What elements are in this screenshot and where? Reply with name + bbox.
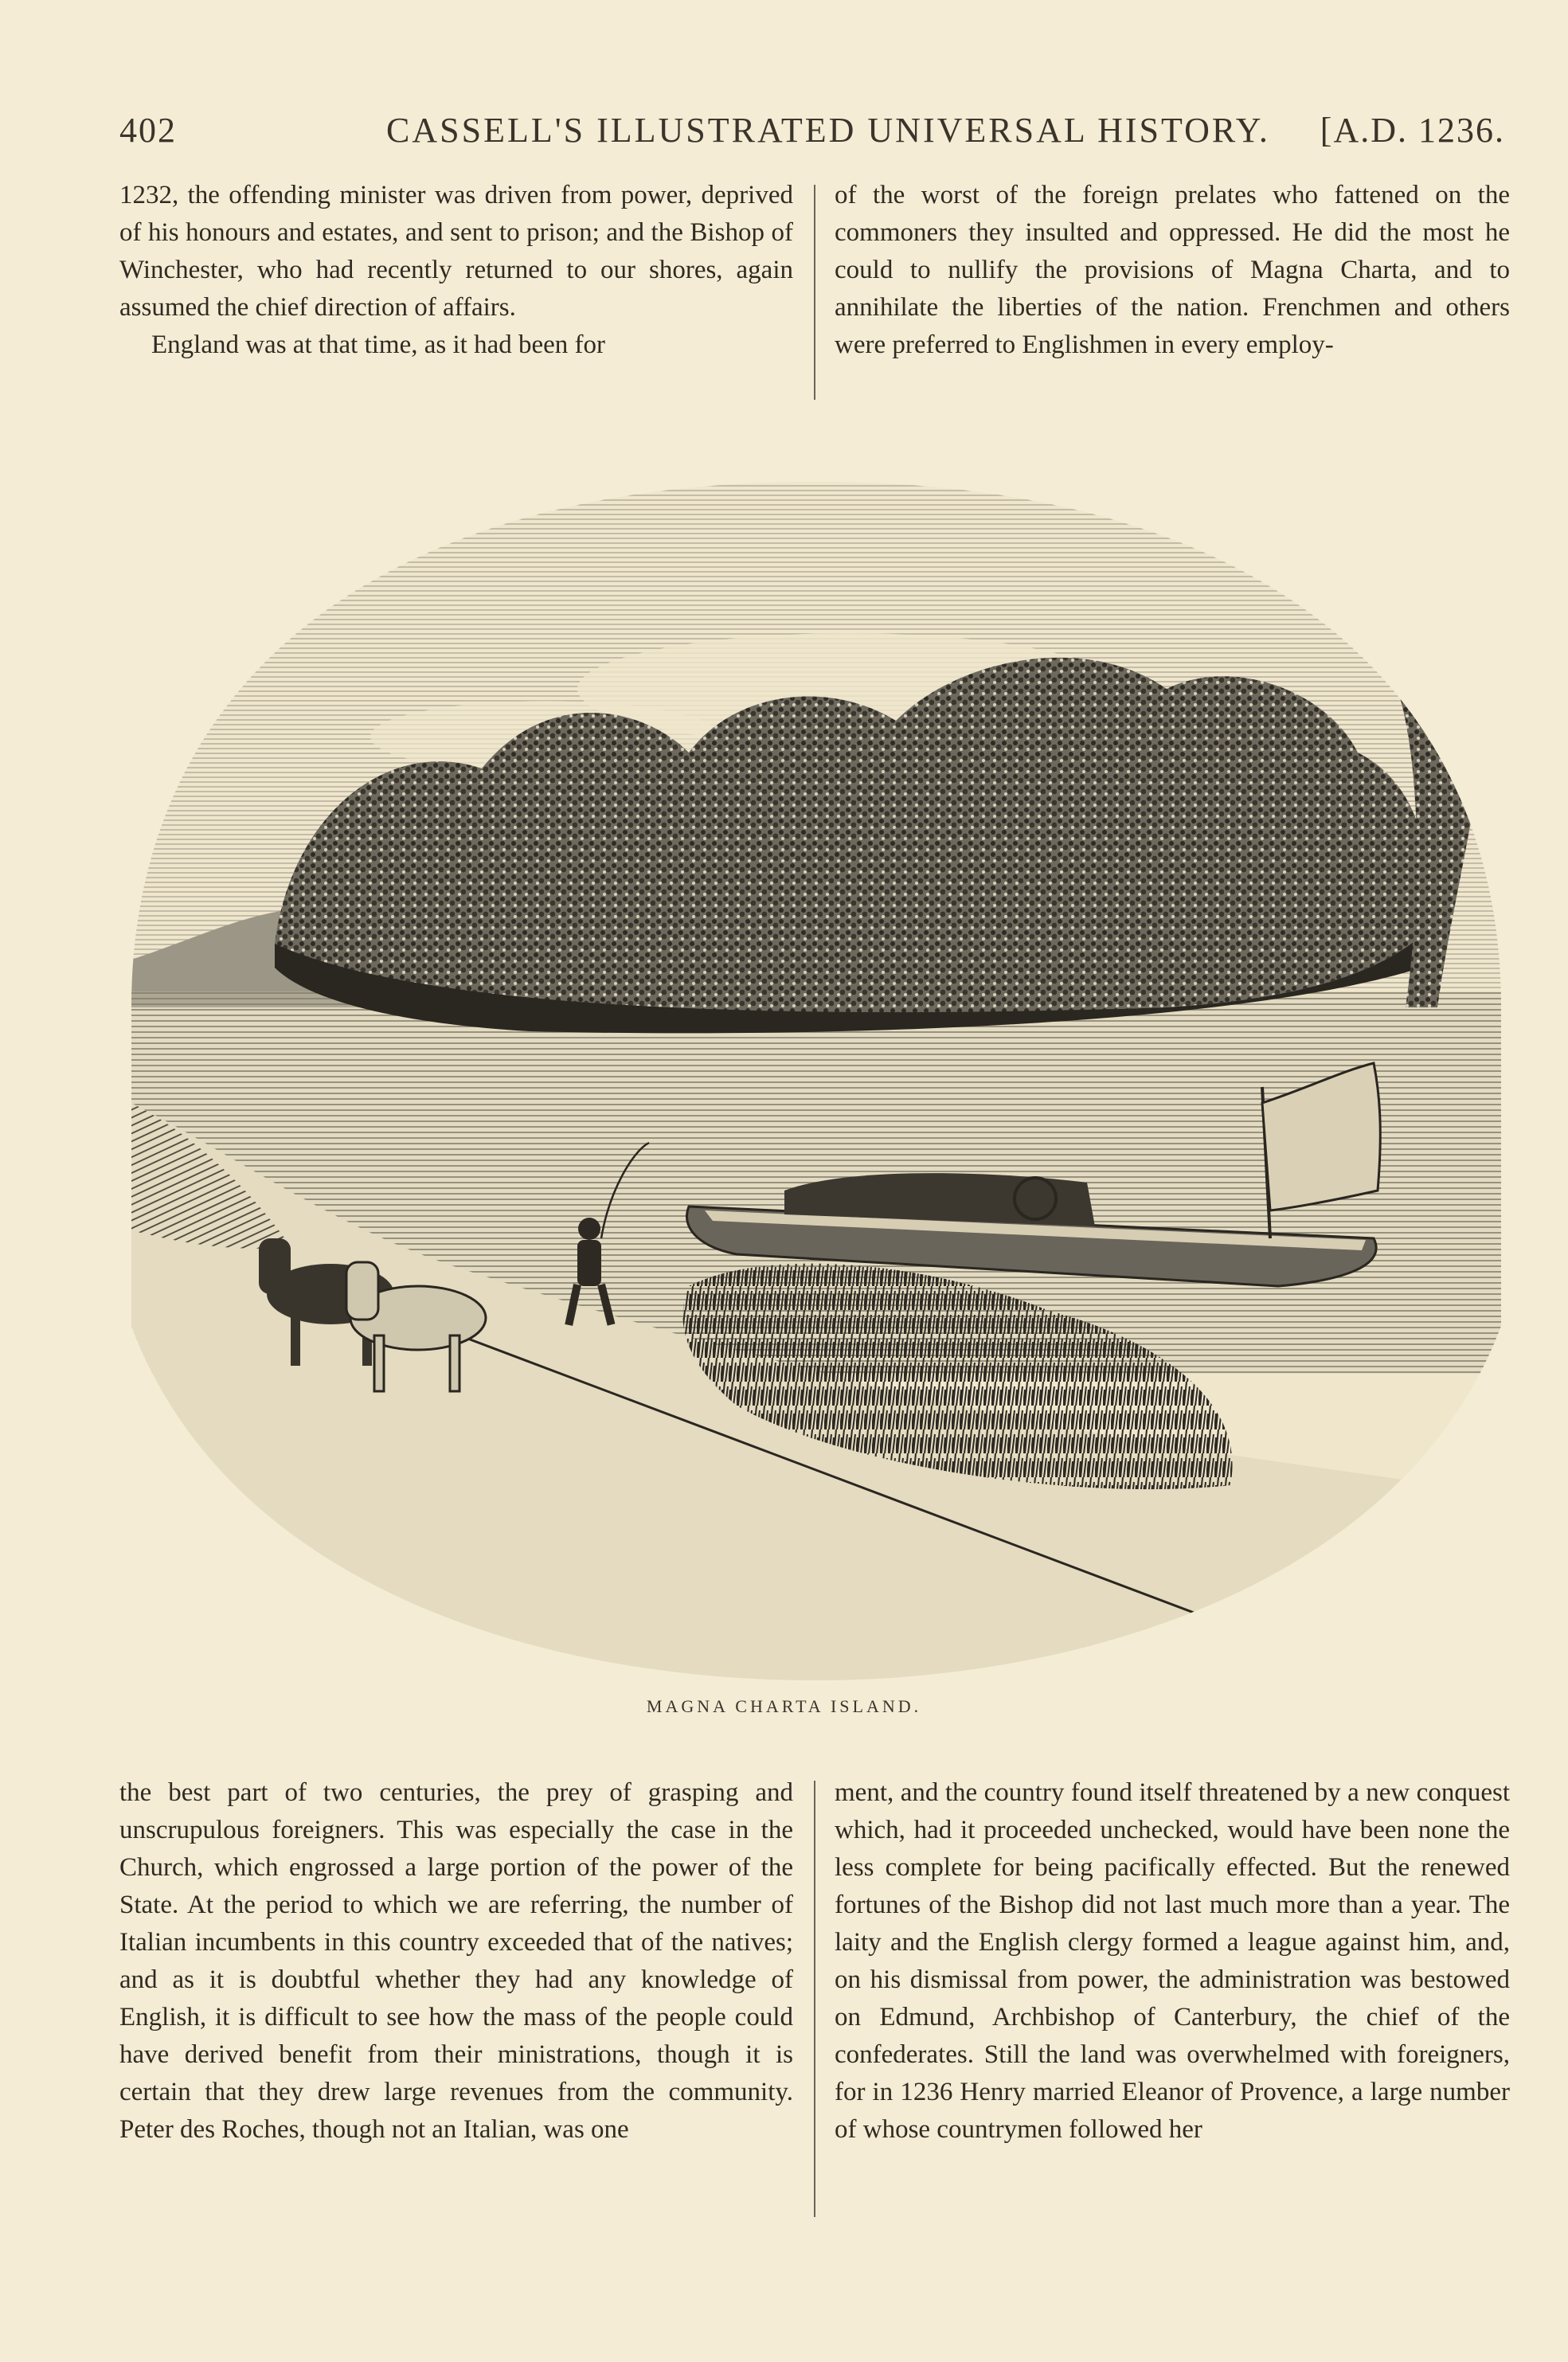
running-title: CASSELL'S ILLUSTRATED UNIVERSAL HISTORY. [386, 111, 1270, 150]
paragraph: the best part of two centuries, the prey of grasping and unscrupulous foreigners. This was especially the case in the Church, which engrossed a large portion of the power of the State. At the period to which we are referring, the number of Italian incumbents in this country exceeded that of the natives; and as it is doubtful whether they had any knowledge of English, it is difficult to see how the mass of the people could have derived benefit from their ministrations, though it is certain that they drew large revenues from the community. Peter des Roches, though not an Italian, was one [119, 1778, 793, 2144]
column-rule [814, 185, 815, 400]
top-left-column [119, 177, 793, 364]
top-right-column [835, 177, 1510, 364]
page-number: 402 [119, 111, 177, 150]
bottom-right-column [835, 1774, 1510, 2149]
paragraph: England was at that time, as it had been for [151, 330, 605, 359]
engraving-illustration [131, 450, 1501, 1684]
figure-caption: MAGNA CHARTA ISLAND. [646, 1696, 922, 1716]
paragraph: of the worst of the foreign prelates who fattened on the commoners they insulted and oppressed. He did the most he could to nullify the provisions of Magna Charta, and to annihilate the liberties of the nation. Frenchmen and others were preferred to Englishmen in every employ- [835, 181, 1510, 359]
paragraph: ment, and the country found itself threatened by a new conquest which, had it proceeded unchecked, would have been none the less complete for being pacifically effected. But the renewed fortunes of the Bishop did not last much more than a year. The laity and the English clergy formed a league against him, and, on his dismissal from power, the administration was bestowed on Edmund, Archbishop of Canterbury, the chief of the confederates. Still the land was overwhelmed with foreigners, for in 1236 Henry married Eleanor of Provence, a large number of whose countrymen followed her [835, 1778, 1510, 2144]
date-marker: [A.D. 1236. [1320, 111, 1505, 150]
paragraph: 1232, the offending minister was driven from power, deprived of his honours and estates, and sent to prison; and the Bishop of Winchester, who had recently returned to our shores, again assumed the chief direction of affairs. [119, 181, 793, 322]
running-header [119, 110, 1505, 158]
column-rule [814, 1781, 815, 2217]
bottom-left-column [119, 1774, 793, 2149]
